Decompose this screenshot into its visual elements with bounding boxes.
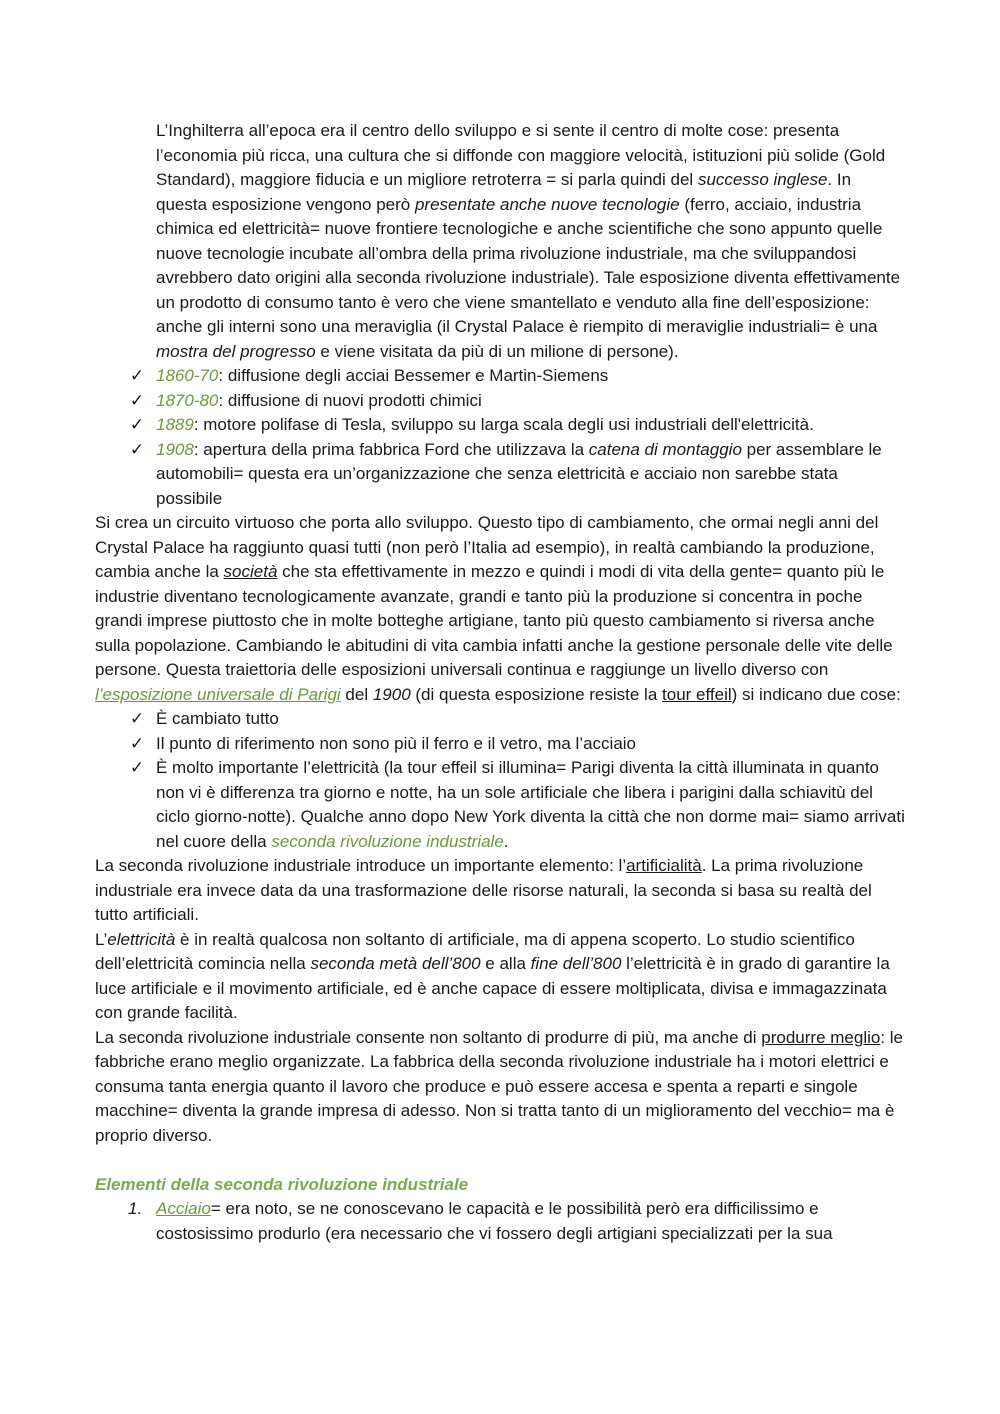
- list-item: ✓ 1860-70: diffusione degli acciai Bessemer e Martin-Siemens: [95, 364, 905, 389]
- emphasis-catena-montaggio: catena di montaggio: [588, 439, 742, 459]
- link-esposizione-parigi[interactable]: l’esposizione universale di Parigi: [95, 684, 341, 704]
- timeline-date: 1908: [156, 439, 194, 459]
- checkmark-icon: ✓: [129, 439, 145, 459]
- intro-paragraph: L’Inghilterra all’epoca era il centro dello sviluppo e si sente il centro di molte cose: presenta l’economia più ricca, una cultura che si diffonde con maggiore velocità, istituzioni più solide (Gold Standard), maggiore fiducia e un migliore retroterra = si parla quindi del successo inglese. In questa esposizione vengono però presentate anche nuove tecnologie (ferro, acciaio, industria chimica ed elettricità= nuove frontiere tecnologiche e anche scientifiche che sono appunto quelle nuove tecnologie incubate all’ombra della prima rivoluzione industriale, ma che sviluppandosi avrebbero dato origini alla seconda rivoluzione industriale). Tale esposizione diventa effettivamente un prodotto di consumo tanto è vero che viene smantellato e venduto alla fine dell’esposizione: anche gli interni sono una meraviglia (il Crystal Palace è riempito di meraviglie industriali= è una mostra del progresso e viene visitata da più di un milione di persone).: [156, 121, 901, 361]
- blank-line: [95, 1148, 905, 1173]
- emphasis-successo-inglese: successo inglese: [697, 170, 828, 189]
- paragraph-produrre-meglio: La seconda rivoluzione industriale consente non soltanto di produrre di più, ma anche di produrre meglio: le fabbriche erano meglio organizzate. La fabbrica della seconda rivoluzione industriale ha i motori elettrici e consuma tanta energia quanto il lavoro che produce e può essere accesa e spenta a reparti e singole macchine= diventa la grande impresa di adesso. Non si tratta tanto di un miglioramento del vecchio= ma è proprio diverso.: [95, 1027, 904, 1145]
- timeline-date: 1870-80: [156, 390, 219, 410]
- emphasis-nuove-tecnologie: presentate anche nuove tecnologie: [414, 194, 680, 214]
- underline-produrre-meglio: produrre meglio: [761, 1027, 881, 1047]
- underline-tour-effeil: tour effeil: [662, 684, 732, 704]
- list-item: ✓ 1870-80: diffusione di nuovi prodotti chimici: [95, 389, 905, 414]
- underline-societa: società: [223, 562, 278, 581]
- timeline-date: 1860-70: [156, 366, 219, 385]
- emphasis-mostra-progresso: mostra del progresso: [156, 341, 316, 361]
- paragraph-circuito-virtuoso: Si crea un circuito virtuoso che porta allo sviluppo. Questo tipo di cambiamento, che ormai negli anni del Crystal Palace ha raggiunto quasi tutti (non però l’Italia ad esempio), in realtà cambiando la produzione, cambia anche la società che sta effettivamente in mezzo e quindi i modi di vita della gente= quanto più le industrie diventano tecnologicamente avanzate, grandi e tanto più la produzione si concentra in poche grandi imprese piuttosto che in molte botteghe artigiane, tanto più questo cambiamento si riversa anche sulla popolazione. Cambiando le abitudini di vita cambia infatti anche la gestione personale delle vite delle persone. Questa traiettoria delle esposizioni universali continua e raggiunge un livello diverso con l’esposizione universale di Parigi del 1900 (di questa esposizione resiste la tour effeil) si indicano due cose:: [95, 513, 901, 704]
- item-number: 1.: [128, 1199, 143, 1218]
- checkmark-icon: ✓: [129, 733, 145, 753]
- elements-list: [95, 1197, 905, 1246]
- checkmark-icon: ✓: [129, 758, 145, 777]
- emphasis-fine-800: fine dell’800: [530, 954, 622, 973]
- checkmark-icon: ✓: [129, 709, 145, 728]
- section-heading: Elementi della seconda rivoluzione industriale: [95, 1174, 469, 1194]
- list-item: ✓ 1908: apertura della prima fabbrica Ford che utilizzava la catena di montaggio per assemblare le automobili= questa era un’organizzazione che senza elettricità e acciaio non sarebbe stata possibile: [129, 439, 882, 508]
- list-item: ✓ È molto importante l’elettricità (la tour effeil si illumina= Parigi diventa la città illuminata in quanto non vi è differenza tra giorno e notte, ha un sole artificiale che libera i parigini dalla schiavitù del ciclo giorno-notte). Qualche anno dopo New York diventa la città che non dorme mai= siamo arrivati nel cuore della seconda rivoluzione industriale.: [129, 758, 905, 851]
- emphasis-seconda-rivoluzione: seconda rivoluzione industriale: [271, 831, 504, 851]
- underline-artificialita: artificialità: [626, 856, 702, 875]
- timeline-date: 1889: [156, 415, 194, 434]
- checkmark-icon: ✓: [129, 415, 145, 434]
- list-item: ✓ Il punto di riferimento non sono più il ferro e il vetro, ma l’acciaio: [95, 732, 905, 757]
- list-item: ✓ È cambiato tutto: [95, 707, 905, 732]
- emphasis-seconda-meta: seconda metà dell’800: [310, 954, 481, 973]
- list-item: 1. Acciaio= era noto, se ne conoscevano le capacità e le possibilità però era difficilissimo e costosissimo produrlo (era necessario che vi fossero degli artigiani specializzati per la sua: [128, 1199, 833, 1243]
- paragraph-elettricita: L’elettricità è in realtà qualcosa non soltanto di artificiale, ma di appena scoperto. Lo studio scientifico dell’elettricità comincia nella seconda metà dell’800 e alla fine dell’800 l’elettricità è in grado di garantire la luce artificiale e il movimento artificiale, ed è anche capace di essere moltiplicata, divisa e immagazzinata con grande facilità.: [95, 929, 890, 1022]
- emphasis-elettricita: elettricità: [107, 929, 176, 949]
- paris-list: [95, 707, 905, 854]
- checkmark-icon: ✓: [129, 390, 145, 410]
- emphasis-year: 1900: [372, 684, 411, 704]
- timeline-list: [95, 364, 905, 511]
- checkmark-icon: ✓: [129, 366, 145, 385]
- document-page: [95, 119, 905, 1246]
- paragraph-artificialita: La seconda rivoluzione industriale introduce un importante elemento: l’artificialità. La prima rivoluzione industriale era invece data da una trasformazione delle risorse naturali, la seconda si basa su realtà del tutto artificiali.: [95, 856, 872, 924]
- list-item: ✓ 1889: motore polifase di Tesla, sviluppo su larga scala degli usi industriali dell'elettricità.: [95, 413, 905, 438]
- term-acciaio: Acciaio: [156, 1199, 211, 1218]
